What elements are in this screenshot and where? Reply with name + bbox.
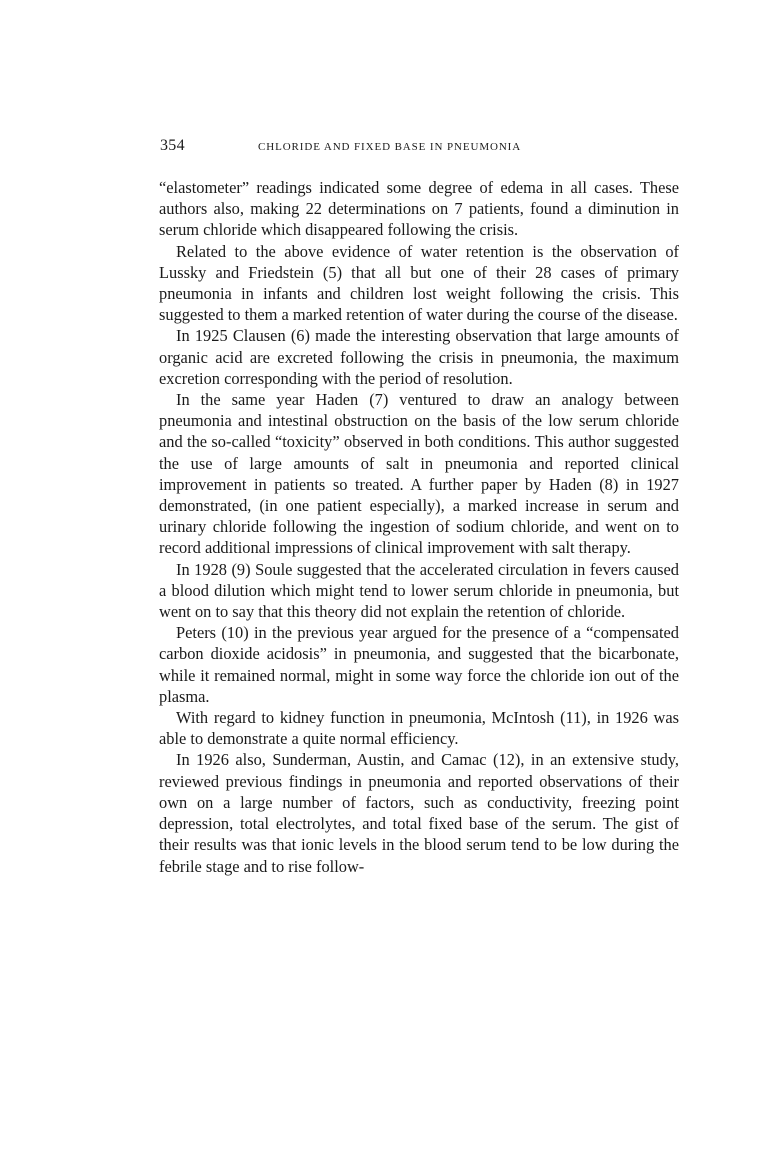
page-number: 354 [160,137,185,154]
page-header [160,137,679,161]
paragraph-sunderman: In 1926 also, Sunderman, Austin, and Camac (12), in an extensive study, reviewed previous findings in pneumonia and reported observations of their own on a large number of factors, such as conductivity, freezing point depression, total electrolytes, and total fixed base of the serum. The gist of their results was that ionic levels in the blood serum tend to be low during the febrile stage and to rise follow- [159,750,679,876]
running-title: CHLORIDE AND FIXED BASE IN PNEUMONIA [258,141,522,153]
paragraph-continuation: “elastometer” readings indicated some degree of edema in all cases. These authors also, making 22 determinations on 7 patients, found a diminution in serum chloride which disappeared following the crisis. [159,178,679,240]
body-text [159,177,679,877]
paragraph-peters: Peters (10) in the previous year argued for the presence of a “compensated carbon dioxide acidosis” in pneumonia, and suggested that the bicarbonate, while it remained normal, might in some way force the chloride ion out of the plasma. [159,623,679,706]
paragraph-soule: In 1928 (9) Soule suggested that the accelerated circulation in fevers caused a blood dilution which might tend to lower serum chloride in pneumonia, but went on to say that this theory did not explain the retention of chloride. [159,559,679,622]
paragraph-clausen: In 1925 Clausen (6) made the interesting observation that large amounts of organic acid are excreted following the crisis in pneumonia, the maximum excretion corresponding with the period of resolution. [159,326,679,388]
paragraph-lussky-friedstein: Related to the above evidence of water retention is the observation of Lussky and Friedstein (5) that all but one of their 28 cases of primary pneumonia in infants and children lost weight following the crisis. This suggested to them a marked retention of water during the course of the disease. [159,241,679,325]
paragraph-haden: In the same year Haden (7) ventured to draw an analogy between pneumonia and intestinal obstruction on the basis of the low serum chloride and the so-called “toxicity” observed in both conditions. This author suggested the use of large amounts of salt in pneumonia and reported clinical improvement in patients so treated. A further paper by Haden (8) in 1927 demonstrated, (in one patient especially), a marked increase in serum and urinary chloride following the ingestion of sodium chloride, and went on to record additional impressions of clinical improvement with salt therapy. [159,390,679,558]
paragraph-mcintosh: With regard to kidney function in pneumonia, McIntosh (11), in 1926 was able to demonstrate a quite normal efficiency. [159,708,679,749]
